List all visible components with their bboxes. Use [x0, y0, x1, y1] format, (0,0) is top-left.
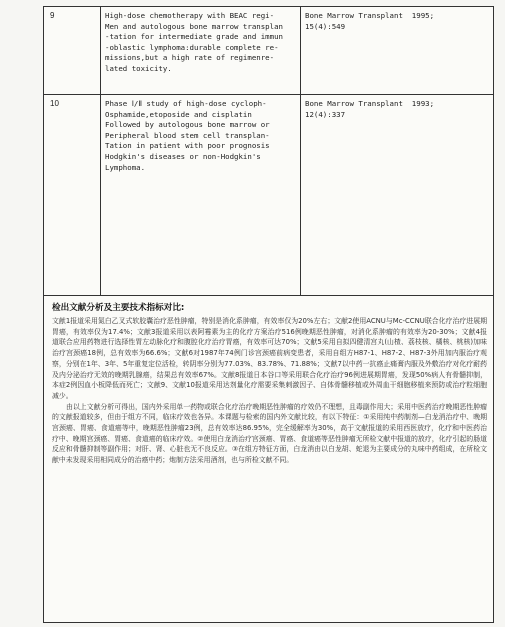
reference-source-cell [300, 7, 493, 94]
reference-source: Bone Marrow Transplant 1993; 12(4):337 [305, 99, 435, 119]
analysis-section [44, 296, 493, 622]
table-row [44, 95, 493, 193]
section-heading: 检出文献分析及主要技术指标对比: [52, 303, 185, 313]
reference-title-cell [100, 95, 301, 193]
conclusion-paragraph: 由以上文献分析可得出，国内外采用单一药物或联合化疗治疗晚期恶性肿瘤的疗效仍不理想，且毒副作用大；采用中医药治疗晚期恶性肿瘤的文献报道较多，但由于组方不同，临床疗效也各异。本课题与检索的国内外文献比较，有以下特征：①采用纯中药制剂—白龙消治疗中、晚期宫颈癌、胃癌、食道癌等中，晚期恶性肿瘤23例，总有效率达86.95%，完全缓解率为30%，高于文献报道的采用西医放疗，化疗和中医药治疗中、晚期宫颈癌、胃癌、食道癌的临床疗效。②使用白龙消治疗宫颈癌、胃癌、食道癌等恶性肿瘤无所检文献中报道的放疗，化疗引起的肠道反应和骨髓抑制等副作用；对肝、肾、心脏也无不良反应。③在组方特征方面，白龙消由以白龙胡、蛇退为主要成分的丸味中药组成，在所检文献中未发现采用相同成分的治癌中药；炮制方法采用酒剂，也与所检文献不同。 [52, 402, 487, 465]
analysis-paragraph: 文献1报道采用氮白乙叉式软胶囊治疗恶性肿瘤，特别是消化系肿瘤，有效率仅为20%左右；文献2使用ACNU与Mc-CCNU联合化疗治疗进展期胃癌，有效率仅为17.4%；文献3报道采用以表阿霉素为主的化疗方案治疗516例晚期恶性肿瘤，对消化系肿瘤的有效率为20-30%；文献4报道联合应用药物进行选择性胃左动脉化疗和腹腔化疗治疗胃癌，有效率可达70%；文献5采用自拟四健清宫丸(山楂、荔枝核、橘核、桃核)加味治疗宫颈癌18例，总有效率为66.6%；文献6对1987年74例门诊宫颈癌前病变患者，采用自组方H87-1、H87-2、H87-3外用加内服治疗观察，分别在1年、3年、5年重复定位活检，转阴率分别为77.03%、83.78%、71.88%；文献7以中药一抗癌止痛膏内服及外敷治疗对化疗耐药及内分泌治疗无效的晚期乳腺癌，结果总有效率67%。文献8报道日本谷口等采用联合化疗治疗96例进展期胃癌，发现50%病人有骨髓抑制，本症2例因血小板降低而死亡；文献9、文献10报道采用达剂量化疗需要采集刺激因子、自体骨髓移植或外周血干细胞移植来预防或治疗粒细胞减少。 [52, 317, 487, 400]
row-number-cell [44, 193, 101, 295]
row-number: 9 [50, 11, 55, 20]
row-number: 10 [50, 99, 59, 108]
table-row [44, 7, 493, 95]
reference-table [43, 6, 494, 623]
reference-title: High-dose chemotherapy with BEAC regi- Men and autologous bone marrow transplan -tation for intermediate grade and immun -oblastic lymphoma:durable complete re- missions,but a high rate of regimenre- lated toxicity. [105, 11, 283, 73]
reference-source-cell [300, 193, 493, 295]
row-number-cell [44, 7, 101, 94]
reference-title-cell [100, 193, 301, 295]
row-number-cell [44, 95, 101, 193]
reference-source: Bone Marrow Transplant 1995; 15(4):549 [305, 11, 435, 31]
reference-title-cell [100, 7, 301, 94]
reference-source-cell [300, 95, 493, 193]
table-row-continuation [44, 193, 493, 296]
reference-title: Phase Ⅰ/Ⅱ study of high-dose cycloph- Osphamide,etoposide and cisplatin Followed by autologous bone marrow or Peripheral blood stem cell transplan- Tation in patient with poor prognosis Hodgkin's diseases or non-Hodgkin's Lymphoma. [105, 99, 270, 172]
